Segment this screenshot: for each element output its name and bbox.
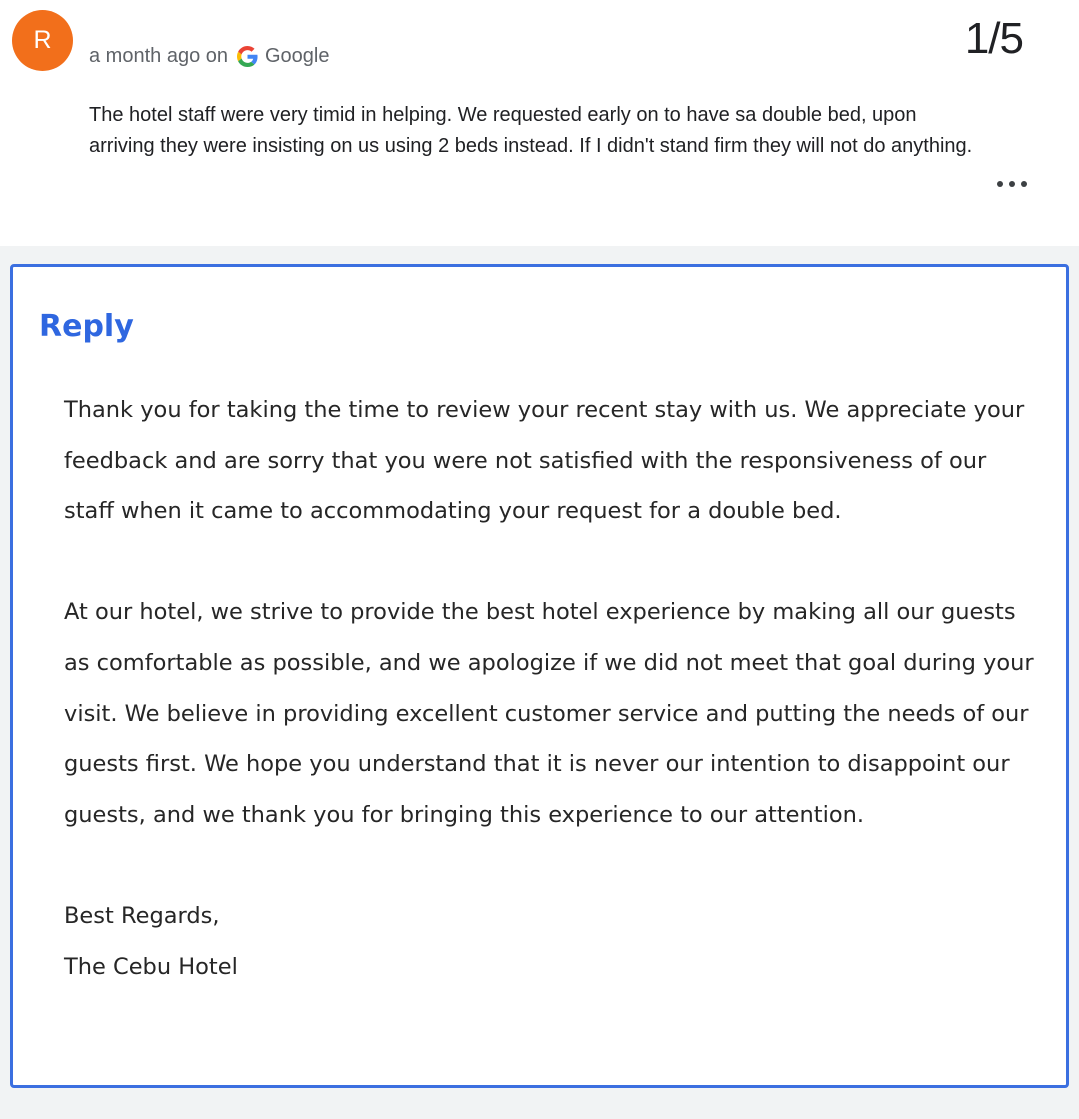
avatar	[12, 10, 73, 71]
more-dot	[1021, 181, 1027, 187]
reply-card	[10, 264, 1069, 1088]
more-dot	[1009, 181, 1015, 187]
more-horizontal-icon[interactable]	[997, 176, 1027, 192]
more-dot	[997, 181, 1003, 187]
review-source: Google	[265, 44, 330, 67]
reply-title: Reply	[39, 309, 134, 344]
review-meta	[89, 42, 330, 70]
review-text: The hotel staff were very timid in helping. We requested early on to have sa double bed, upon arriving they were insisting on us using 2 beds instead. If I didn't stand firm they will not do anything.	[89, 104, 973, 157]
reply-paragraph: Thank you for taking the time to review your recent stay with us. We appreciate your feedback and are sorry that you were not satisfied with the responsiveness of our staff when it came to accommodating your request for a double bed.	[64, 397, 1025, 525]
avatar-letter: R	[33, 26, 52, 54]
google-g-icon	[237, 46, 258, 67]
reply-paragraph: At our hotel, we strive to provide the best hotel experience by making all our guests as comfortable as possible, and we apologize if we did not meet that goal during your visit. We believe in providing excellent customer service and putting the needs of our guests first. We hope you understand that it is never our intention to disappoint our guests, and we thank you for bringing this experience to our attention.	[64, 599, 1034, 828]
review-card	[0, 0, 1079, 246]
review-rating: 1/5	[964, 14, 1023, 63]
reply-closing: Best Regards,	[64, 902, 220, 929]
reply-body	[64, 385, 1039, 992]
reply-signature: The Cebu Hotel	[64, 953, 238, 980]
review-time: a month ago on	[89, 44, 228, 67]
